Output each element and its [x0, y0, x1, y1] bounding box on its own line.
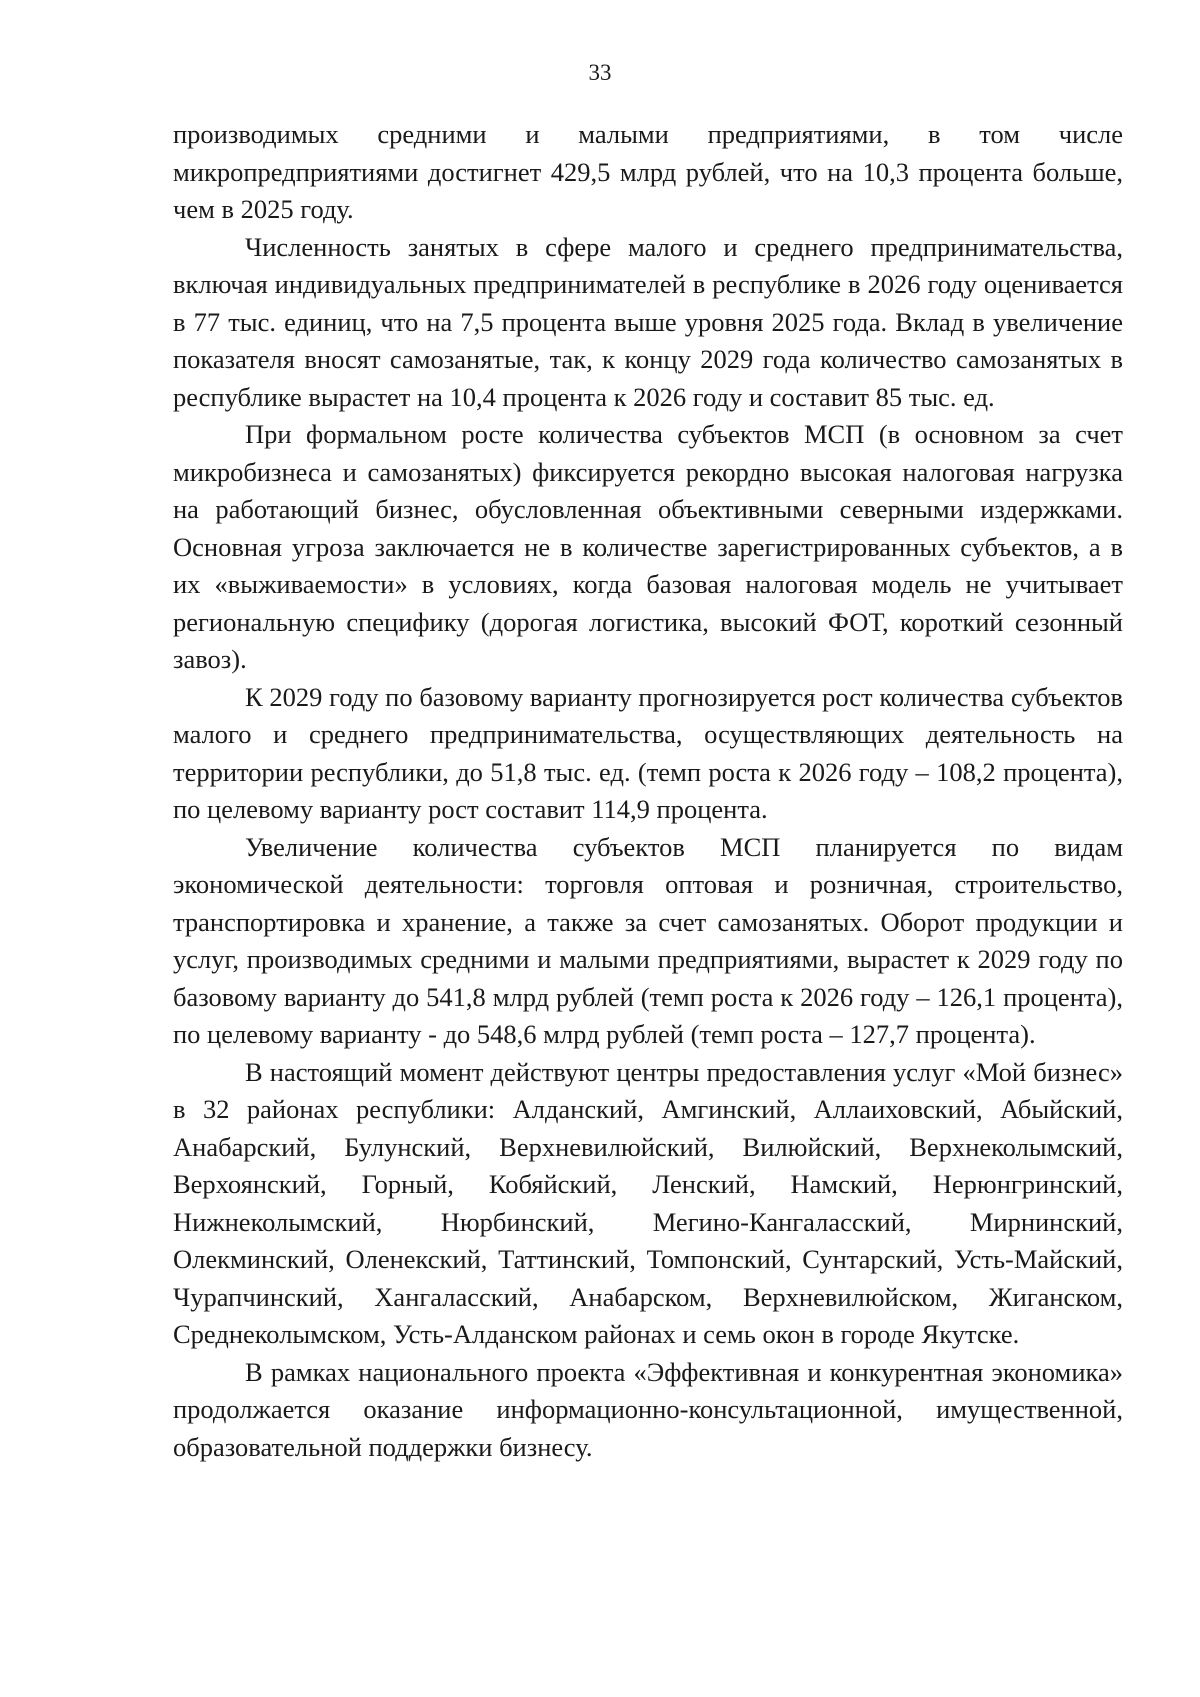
paragraph-forecast-2029: К 2029 году по базовому варианту прогнозируется рост количества субъектов малого и среднего предпринимательства, осуществляющих деятельность на территории республики, до 51,8 тыс. ед. (темп роста к 2026 году – 108,2 процента), по целевому варианту рост составит 114,9 процента. — [173, 681, 1123, 824]
paragraph-growth-activities: Увеличение количества субъектов МСП планируется по видам экономической деятельности: торговля оптовая и розничная, строительство, транспортировка и хранение, а также за счет самозанятых. Оборот продукции и услуг, производимых средними и малыми предприятиями, вырастет к 2029 году по базовому варианту до 541,8 млрд рублей (темп роста к 2026 году – 126,1 процента), по целевому варианту - до 548,6 млрд рублей (темп роста – 127,7 процента). — [173, 831, 1123, 1049]
paragraph-service-centers: В настоящий момент действуют центры предоставления услуг «Мой бизнес» в 32 районах республики: Алданский, Амгинский, Аллаиховский, Абыйский, Анабарский, Булунский, Верхневилюйский, Вилюйский, Верхнеколымский, Верхоянский, Горный, Кобяйский, Ленский, Намский, Нерюнгринский, Нижнеколымский, Нюрбинский, Мегино-Кангаласский, Мирнинский, Олекминский, Оленекский, Таттинский, Томпонский, Сунтарский, Усть-Майский, Чурапчинский, Хангаласский, Анабарском, Верхневилюйском, Жиганском, Среднеколымском, Усть-Алданском районах и семь окон в городе Якутске. — [173, 1056, 1123, 1349]
paragraph-tax-burden: При формальном росте количества субъектов МСП (в основном за счет микробизнеса и самозанятых) фиксируется рекордно высокая налоговая нагрузка на работающий бизнес, обусловленная объективными северными издержками. Основная угроза заключается не в количестве зарегистрированных субъектов, а в их «выживаемости» в условиях, когда базовая налоговая модель не учитывает региональную специфику (дорогая логистика, высокий ФОТ, короткий сезонный завоз). — [173, 419, 1123, 674]
document-body — [173, 116, 1123, 1466]
page-number: 33 — [588, 60, 612, 85]
paragraph-employment: Численность занятых в сфере малого и среднего предпринимательства, включая индивидуальных предпринимателей в республике в 2026 году оценивается в 77 тыс. единиц, что на 7,5 процента выше уровня 2025 года. Вклад в увеличение показателя вносят самозанятые, так, к концу 2029 года количество самозанятых в республике вырастет на 10,4 процента к 2026 году и составит 85 тыс. ед. — [173, 231, 1123, 412]
paragraph-continuation: производимых средними и малыми предприятиями, в том числе микропредприятиями достигнет 429,5 млрд рублей, что на 10,3 процента больше, чем в 2025 году. — [173, 119, 1123, 224]
paragraph-national-project: В рамках национального проекта «Эффективная и конкурентная экономика» продолжается оказание информационно-консультационной, имущественной, образовательной поддержки бизнесу. — [173, 1356, 1123, 1462]
